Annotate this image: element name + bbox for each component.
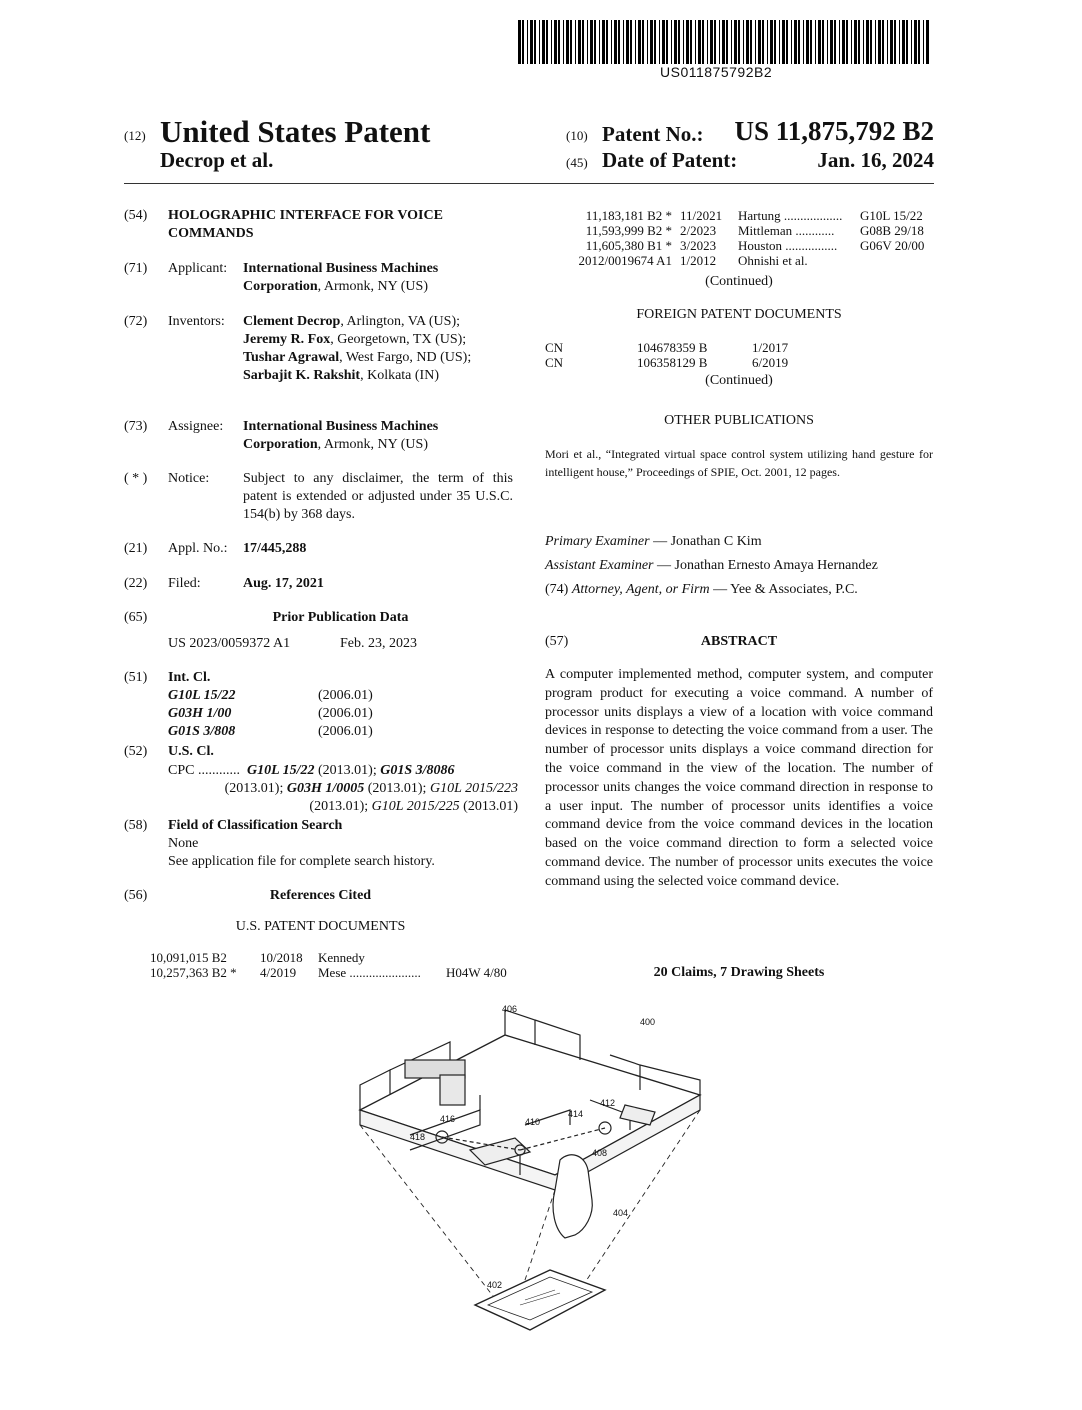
ref-number: 11,183,181 B2 * <box>585 208 672 223</box>
int-cl-class: G01S 3/808 <box>168 724 236 739</box>
barcode-bar <box>647 20 648 64</box>
code-58: (58) <box>124 818 148 833</box>
other-publication-text: Mori et al., “Integrated virtual space control system utilizing hand gesture for intelligent house,” Proceedings of SPIE, Oct. 2001, 12 pages. <box>545 447 933 479</box>
prior-pub-heading: Prior Publication Data <box>272 610 409 625</box>
barcode-bar <box>650 20 653 64</box>
int-cl-table <box>168 687 468 741</box>
notice-code: ( * ) <box>124 471 148 486</box>
barcode-bar <box>746 20 749 64</box>
ref-numeral: 404 <box>613 1208 629 1218</box>
barcode-bar <box>854 20 857 64</box>
barcode-bar <box>690 20 692 64</box>
inventor-name: Sarbajit K. Rakshit <box>243 368 361 383</box>
code-65: (65) <box>124 610 148 625</box>
barcode-bar <box>906 20 908 64</box>
barcode-bar <box>599 20 600 64</box>
us-references-table <box>150 950 520 980</box>
barcode-bar <box>866 20 869 64</box>
barcode-number: US011875792B2 <box>660 64 773 80</box>
barcode-bar <box>702 20 704 64</box>
ref-class: H04W 4/80 <box>446 965 507 980</box>
notice-text: Subject to any disclaimer, the term of this patent is extended or adjusted under 35 U.S.C. 154(b) by 368 days. <box>243 471 513 522</box>
couch <box>620 1105 655 1125</box>
barcode-bar <box>834 20 836 64</box>
int-cl-version: (2006.01) <box>318 688 373 703</box>
ref-numeral: 406 <box>502 1004 518 1014</box>
inventor-location: , Kolkata (IN) <box>360 368 439 383</box>
barcode-bar <box>719 20 720 64</box>
cpc-class: G10L 2015/225 <box>371 799 460 814</box>
barcode-image <box>518 20 932 64</box>
patent-no-label: Patent No.: <box>602 122 704 146</box>
barcode-bar <box>767 20 768 64</box>
barcode-bar <box>738 20 740 64</box>
appl-no-label: Appl. No.: <box>168 541 228 556</box>
ref-date: 4/2019 <box>260 965 297 980</box>
barcode-bar <box>878 20 881 64</box>
barcode-bar <box>810 20 812 64</box>
barcode-bar <box>626 20 629 64</box>
barcode-bar <box>710 20 713 64</box>
barcode-bar <box>806 20 809 64</box>
field-search-note: See application file for complete search history. <box>168 854 435 869</box>
inventor-location: , West Fargo, ND (US); <box>339 350 472 365</box>
barcode-bar <box>786 20 788 64</box>
cpc-class: G01S 3/8086 <box>380 763 455 778</box>
barcode-bar <box>695 20 696 64</box>
barcode-bar <box>846 20 848 64</box>
ref-number: 2012/0019674 A1 <box>578 253 672 268</box>
ref-numeral: 418 <box>410 1132 426 1142</box>
invention-title: HOLOGRAPHIC INTERFACE FOR VOICE COMMANDS <box>168 208 443 241</box>
int-cl-row <box>168 687 468 705</box>
country-code: CN <box>545 340 564 355</box>
int-cl-class: G03H 1/00 <box>168 706 232 721</box>
assignee-label: Assignee: <box>168 419 224 434</box>
inventors-label: Inventors: <box>168 314 225 329</box>
foreign-references-table <box>545 340 933 370</box>
barcode-bar <box>546 20 548 64</box>
applicant-name: International Business Machines Corporation <box>243 261 439 294</box>
primary-examiner <box>545 533 945 551</box>
inventor-name: Clement Decrop <box>243 314 341 329</box>
barcode-bar <box>683 20 684 64</box>
attorney <box>545 581 945 599</box>
code-72: (72) <box>124 314 148 329</box>
attorney-name: — Yee & Associates, P.C. <box>709 582 858 597</box>
barcode-bar <box>671 20 672 64</box>
cpc-date: (2013.01) <box>459 799 518 814</box>
date-label: Date of Patent: <box>602 148 738 172</box>
barcode-bar <box>623 20 624 64</box>
barcode-bar <box>551 20 552 64</box>
ref-date: 1/2012 <box>680 253 717 268</box>
claims-summary: 20 Claims, 7 Drawing Sheets <box>653 965 825 980</box>
barcode-bar <box>635 20 636 64</box>
barcode-bar <box>803 20 804 64</box>
barcode-bar <box>590 20 593 64</box>
barcode-bar <box>815 20 816 64</box>
barcode-bar <box>839 20 840 64</box>
barcode-bar <box>899 20 900 64</box>
ref-numeral: 408 <box>592 1148 608 1158</box>
int-cl-heading: Int. Cl. <box>168 670 211 685</box>
barcode-bar <box>914 20 917 64</box>
ref-name: Ohnishi et al. <box>738 253 808 268</box>
barcode-bar <box>530 20 533 64</box>
barcode-bar <box>830 20 833 64</box>
barcode-bar <box>678 20 680 64</box>
ref-date: 10/2018 <box>260 950 303 965</box>
attorney-label: Attorney, Agent, or Firm <box>571 582 710 597</box>
barcode-bar <box>923 20 924 64</box>
barcode-bar <box>582 20 584 64</box>
assistant-examiner <box>545 557 945 575</box>
inventor-name: Tushar Agrawal <box>243 350 340 365</box>
barcode-bar <box>894 20 896 64</box>
reference-row <box>552 238 937 253</box>
barcode-bar <box>714 20 716 64</box>
barcode-bar <box>611 20 612 64</box>
phone <box>475 1270 605 1330</box>
cpc-class: G03H 1/0005 <box>286 781 365 796</box>
cpc-class: G10L 15/22 <box>246 763 315 778</box>
cpc-date: (2013.01); <box>314 763 381 778</box>
barcode-bar <box>779 20 780 64</box>
ref-class: G06V 20/00 <box>860 238 925 253</box>
barcode-bar <box>638 20 641 64</box>
primary-examiner-name: — Jonathan C Kim <box>649 534 762 549</box>
patent-date: Jan. 16, 2024 <box>817 148 934 172</box>
barcode-bar <box>642 20 644 64</box>
patent-drawing <box>330 1000 730 1350</box>
barcode-bar <box>570 20 572 64</box>
barcode-bar <box>791 20 792 64</box>
barcode-bar <box>731 20 732 64</box>
barcode-bar <box>558 20 560 64</box>
cpc-block <box>168 762 518 816</box>
barcode-bar <box>575 20 576 64</box>
barcode-bar <box>722 20 725 64</box>
floor-thickness <box>360 1095 700 1190</box>
reference-row <box>552 208 937 223</box>
ref-class: G10L 15/22 <box>860 208 923 223</box>
barcode-bar <box>858 20 860 64</box>
primary-examiner-label: Primary Examiner <box>545 534 650 549</box>
cpc-line <box>168 780 518 816</box>
int-cl-class: G10L 15/22 <box>168 688 236 703</box>
patent-number: US 11,875,792 B2 <box>734 116 934 146</box>
ref-numeral: 400 <box>640 1017 656 1027</box>
barcode-bar <box>686 20 689 64</box>
code-71: (71) <box>124 261 148 276</box>
barcode-bar <box>818 20 821 64</box>
ref-name: Mittleman ............ <box>738 223 835 238</box>
us-cl-heading: U.S. Cl. <box>168 744 214 759</box>
foreign-ref-row <box>545 340 933 355</box>
barcode-bar <box>527 20 528 64</box>
barcode-bar <box>794 20 797 64</box>
cpc-label: CPC ............ <box>168 763 240 778</box>
authors: Decrop et al. <box>160 148 274 172</box>
barcode-bar <box>926 20 929 64</box>
ref-class: G08B 29/18 <box>860 223 924 238</box>
barcode-bar <box>654 20 656 64</box>
assignee-location: , Armonk, NY (US) <box>317 437 428 452</box>
barcode-bar <box>750 20 752 64</box>
cpc-date: (2013.01); <box>224 781 287 796</box>
barcode-bar <box>822 20 824 64</box>
barcode-bar <box>659 20 660 64</box>
ref-name: Mese ...................... <box>318 965 421 980</box>
foreign-ref-date: 1/2017 <box>752 340 789 355</box>
barcode-bar <box>887 20 888 64</box>
references-heading: References Cited <box>269 888 372 903</box>
applicant-label: Applicant: <box>168 261 228 276</box>
code-56: (56) <box>124 888 148 903</box>
barcode-bar <box>518 20 521 64</box>
int-cl-row <box>168 723 468 741</box>
code-51: (51) <box>124 670 148 685</box>
ref-numeral: 416 <box>440 1114 456 1124</box>
barcode-bar <box>602 20 605 64</box>
us-patent-docs-heading: U.S. PATENT DOCUMENTS <box>235 919 406 934</box>
barcode-bar <box>618 20 620 64</box>
cpc-date: (2013.01); <box>364 781 430 796</box>
barcode-bar <box>707 20 708 64</box>
prior-pub-date: Feb. 23, 2023 <box>340 636 417 651</box>
int-cl-row <box>168 705 468 723</box>
ref-numeral: 414 <box>568 1109 584 1119</box>
barcode-bar <box>578 20 581 64</box>
cpc-class: G10L 2015/223 <box>429 781 518 796</box>
code-12: (12) <box>124 128 146 143</box>
reference-row <box>552 253 937 268</box>
ref-name: Kennedy <box>318 950 365 965</box>
barcode-bar <box>674 20 677 64</box>
foreign-docs-heading: FOREIGN PATENT DOCUMENTS <box>636 307 842 322</box>
cpc-line <box>168 762 518 780</box>
barcode-bar <box>882 20 884 64</box>
filed-label: Filed: <box>168 576 201 591</box>
barcode-bar <box>851 20 852 64</box>
barcode-bar <box>522 20 524 64</box>
assignee-value <box>243 418 513 454</box>
barcode-bar <box>662 20 665 64</box>
barcode-bar <box>630 20 632 64</box>
barcode-bar <box>911 20 912 64</box>
int-cl-version: (2006.01) <box>318 724 373 739</box>
ref-number: 11,593,999 B2 * <box>585 223 672 238</box>
ref-numeral: 402 <box>487 1280 503 1290</box>
code-45: (45) <box>566 155 588 170</box>
barcode-bar <box>782 20 785 64</box>
ref-number: 10,257,363 B2 * <box>150 965 237 980</box>
barcode-bar <box>554 20 557 64</box>
cabinet <box>440 1075 465 1105</box>
barcode-bar <box>594 20 596 64</box>
ref-date: 11/2021 <box>680 208 723 223</box>
foreign-ref-number: 104678359 B <box>637 340 708 355</box>
refs-continued-note: (Continued) <box>705 274 773 289</box>
floor-outline <box>360 1035 700 1175</box>
field-search-heading: Field of Classification Search <box>168 818 343 833</box>
other-publications-heading: OTHER PUBLICATIONS <box>664 413 814 428</box>
code-52: (52) <box>124 744 148 759</box>
barcode-bar <box>542 20 545 64</box>
barcode-bar <box>666 20 668 64</box>
reference-row <box>150 950 520 965</box>
barcode-bar <box>734 20 737 64</box>
assistant-examiner-name: — Jonathan Ernesto Amaya Hernandez <box>653 558 878 573</box>
foreign-ref-row <box>545 355 933 370</box>
ref-number: 11,605,380 B1 * <box>585 238 672 253</box>
barcode-bar <box>798 20 800 64</box>
barcode-bar <box>755 20 756 64</box>
barcode-bar <box>534 20 536 64</box>
barcode-bar <box>863 20 864 64</box>
code-57: (57) <box>545 634 569 649</box>
barcode-bar <box>698 20 701 64</box>
barcode-bar <box>842 20 845 64</box>
barcode-bar <box>827 20 828 64</box>
abstract-heading: ABSTRACT <box>700 634 778 649</box>
assignee-name: International Business Machines Corporation <box>243 419 439 452</box>
barcode-bar <box>774 20 776 64</box>
wall <box>535 1020 580 1060</box>
filed-date: Aug. 17, 2021 <box>243 576 324 591</box>
barcode-bar <box>606 20 608 64</box>
foreign-ref-date: 6/2019 <box>752 355 789 370</box>
int-cl-version: (2006.01) <box>318 706 373 721</box>
ref-date: 2/2023 <box>680 223 717 238</box>
barcode-bar <box>758 20 761 64</box>
inventors-value <box>243 313 518 385</box>
ref-numeral: 412 <box>600 1098 616 1108</box>
prior-pub-number: US 2023/0059372 A1 <box>168 636 291 651</box>
barcode-bar <box>902 20 905 64</box>
code-54: (54) <box>124 208 148 223</box>
document-title: United States Patent <box>160 114 431 149</box>
barcode-bar <box>563 20 564 64</box>
applicant-value <box>243 260 513 296</box>
us-references-continued <box>552 208 937 268</box>
wall <box>360 1070 390 1110</box>
reference-row <box>150 965 520 980</box>
code-21: (21) <box>124 541 148 556</box>
code-73: (73) <box>124 419 148 434</box>
barcode-bar <box>770 20 773 64</box>
barcode-bar <box>726 20 728 64</box>
foreign-ref-number: 106358129 B <box>637 355 708 370</box>
assistant-examiner-label: Assistant Examiner <box>545 558 654 573</box>
barcode-bar <box>539 20 540 64</box>
ref-number: 10,091,015 B2 <box>150 950 227 965</box>
foreign-continued-note: (Continued) <box>705 373 773 388</box>
inventor-location: , Georgetown, TX (US); <box>330 332 467 347</box>
barcode-bar <box>870 20 872 64</box>
barcode-bar <box>743 20 744 64</box>
ref-name: Hartung .................. <box>738 208 843 223</box>
cpc-date: (2013.01); <box>309 799 372 814</box>
appl-no: 17/445,288 <box>243 541 307 556</box>
barcode-bar <box>875 20 876 64</box>
applicant-location: , Armonk, NY (US) <box>317 279 428 294</box>
barcode-bar <box>918 20 920 64</box>
ref-numeral: 410 <box>525 1117 541 1127</box>
barcode-bar <box>614 20 617 64</box>
barcode-bar <box>566 20 569 64</box>
code-22: (22) <box>124 576 148 591</box>
ref-name: Houston ................ <box>738 238 838 253</box>
inventor-location: , Arlington, VA (US); <box>340 314 460 329</box>
code-10: (10) <box>566 128 588 143</box>
inventor-name: Jeremy R. Fox <box>243 332 331 347</box>
header-rule <box>124 183 934 184</box>
field-search-none: None <box>168 836 199 851</box>
hand <box>553 1155 592 1238</box>
abstract-text: A computer implemented method, computer system, and computer program product for executing a voice command. A number of processor units displays a view of a location with voice command devices in response to detecting the voice command from a user. The number of processor units displays a voice command direction for the voice command in the view of the location. The number of processor units changes the voice command direction in response to a user input. The number of processor units identifies a voice command device from the voice command devices in the location based on the voice command direction to form a selected voice command device. The number of processor units executes the voice command using the selected voice command device. <box>545 667 933 889</box>
barcode-bar <box>762 20 764 64</box>
country-code: CN <box>545 355 564 370</box>
barcode-bar <box>587 20 588 64</box>
barcode-bar <box>890 20 893 64</box>
ref-date: 3/2023 <box>680 238 717 253</box>
reference-row <box>552 223 937 238</box>
notice-label: Notice: <box>168 471 210 486</box>
attorney-code: (74) <box>545 582 572 597</box>
